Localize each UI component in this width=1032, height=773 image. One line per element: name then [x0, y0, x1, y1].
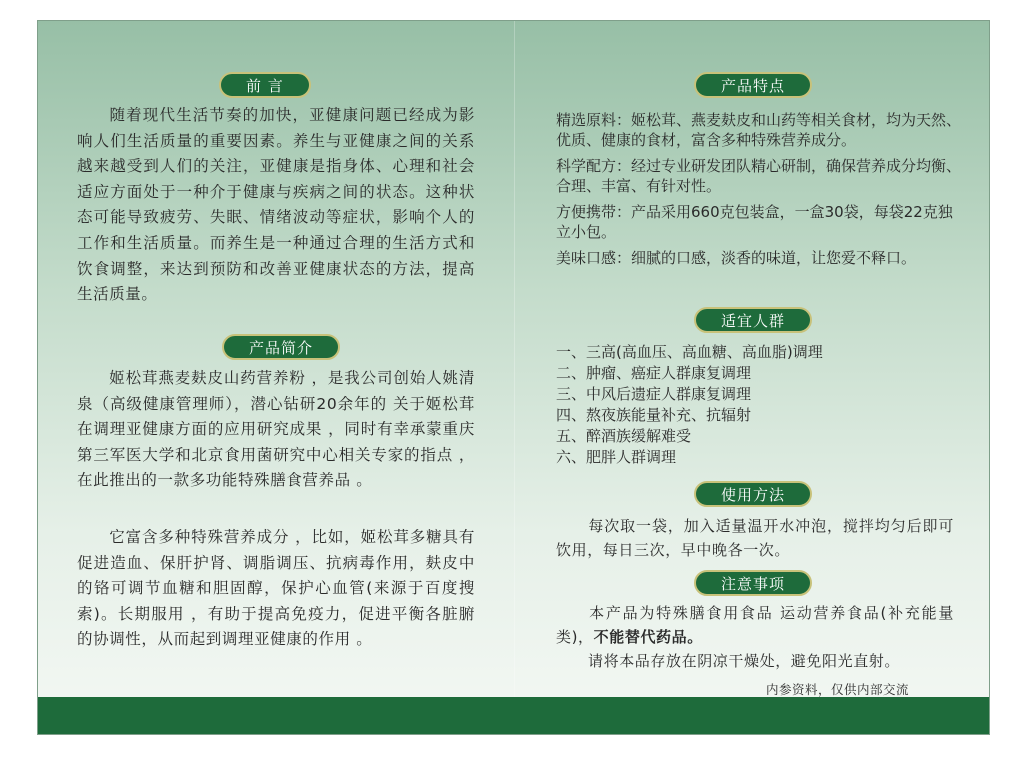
preface-heading: 前 言 [219, 72, 311, 98]
feature-item: 精选原料：姬松茸、燕麦麸皮和山药等相关食材，均为天然、优质、健康的食材，富含多种特殊营养成分。 [556, 111, 962, 149]
internal-footnote: 内参资料，仅供内部交流 [766, 682, 910, 697]
suitable-item: 五、醉酒族缓解难受 [556, 427, 692, 445]
notice-heading: 注意事项 [694, 570, 812, 596]
notice-warning: 不能替代药品。 [593, 628, 703, 646]
notice-storage: 请将本品存放在阴凉干燥处，避免阳光直射。 [588, 652, 901, 670]
suitable-item: 六、肥胖人群调理 [556, 448, 677, 466]
suitable-item: 二、肿瘤、癌症人群康复调理 [556, 364, 752, 382]
feature-item: 科学配方：经过专业研发团队精心研制，确保营养成分均衡、合理、丰富、有针对性。 [556, 157, 962, 195]
notice-text: 本产品为特殊膳食用食品 运动营养食品(补充能量类)，不能替代药品。 [556, 604, 954, 646]
features-list [556, 110, 961, 268]
usage-text: 每次取一袋，加入适量温开水冲泡，搅拌均匀后即可饮用，每日三次，早中晚各一次。 [556, 517, 954, 559]
intro-para-1: 姬松茸燕麦麸皮山药营养粉 ，是我公司创始人姚清泉（高级健康管理师），潜心钻研20余年的 关于姬松茸在调理亚健康方面的应用研究成果 ，同时有幸承蒙重庆第三军医大学和北京食用菌研究中心相关专家的指点 ，在此推出的一款多功能特殊膳食营养品 。 [77, 369, 475, 490]
features-heading: 产品特点 [694, 72, 812, 98]
intro-para-2: 它富含多种特殊营养成分 ，比如，姬松茸多糖具有促进造血、保肝护肾、调脂调压、抗病毒作用，麸皮中的铬可调节血糖和胆固醇，保护心血管(来源于百度搜索)。长期服用 ，有助于提高免疫力，促进平衡各脏腑的协调性，从而起到调理亚健康的作用 。 [77, 528, 475, 649]
suitable-heading: 适宜人群 [694, 307, 812, 333]
feature-item: 美味口感：细腻的口感，淡香的味道，让您爱不释口。 [556, 249, 917, 267]
brochure-spread [37, 20, 990, 735]
bottom-band [38, 697, 989, 734]
suitable-list [556, 342, 976, 468]
feature-item: 方便携带：产品采用660克包装盒，一盒30袋，每袋22克独立小包。 [556, 203, 953, 241]
usage-heading: 使用方法 [694, 481, 812, 507]
suitable-item: 一、三高(高血压、高血糖、高血脂)调理 [556, 343, 823, 361]
preface-text: 随着现代生活节奏的加快，亚健康问题已经成为影响人们生活质量的重要因素。养生与亚健康之间的关系越来越受到人们的关注，亚健康是指身体、心理和社会适应方面处于一种介于健康与疾病之间的状态。这种状态可能导致疲劳、失眠、情绪波动等症状，影响个人的工作和生活质量。而养生是一种通过合理的生活方式和饮食调整，来达到预防和改善亚健康状态的方法，提高生活质量。 [77, 106, 475, 304]
suitable-item: 四、熬夜族能量补充、抗辐射 [556, 406, 752, 424]
fold-line [514, 21, 515, 699]
suitable-item: 三、中风后遗症人群康复调理 [556, 385, 752, 403]
intro-heading: 产品简介 [222, 334, 340, 360]
